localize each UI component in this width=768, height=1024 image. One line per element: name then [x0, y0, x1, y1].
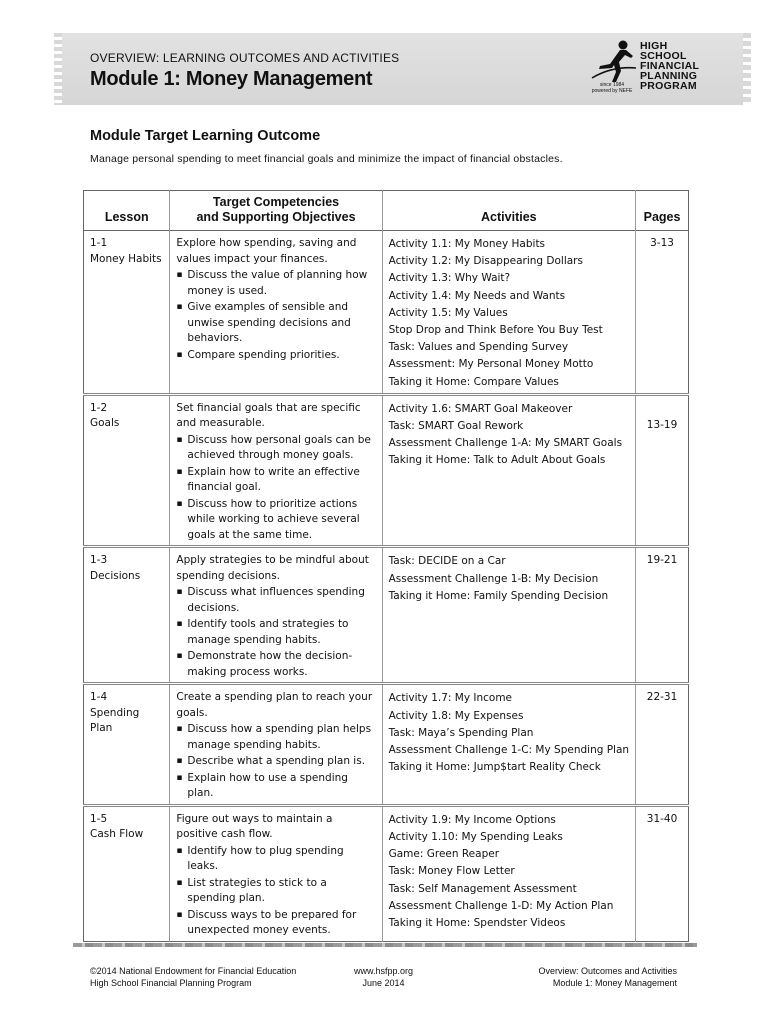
objectives-list	[176, 585, 375, 680]
activity-item: Stop Drop and Think Before You Buy Test	[388, 324, 603, 337]
lesson-cell	[84, 547, 170, 684]
competency-intro: Figure out ways to maintain a positive cash flow.	[176, 812, 333, 841]
lesson-number: 1-5	[90, 812, 108, 825]
competencies-cell	[170, 547, 382, 684]
objective-item: ▪ Discuss how to prioritize actions while working to achieve several goals at the same time.	[176, 497, 375, 544]
activity-item: Activity 1.5: My Values	[388, 306, 508, 319]
lessons-table	[83, 190, 689, 942]
outcome-heading: Module Target Learning Outcome	[90, 128, 321, 144]
header-subtitle: OVERVIEW: LEARNING OUTCOMES AND ACTIVITIES	[90, 51, 400, 65]
runner-icon	[586, 38, 640, 84]
header-lesson: Lesson	[104, 210, 149, 224]
objective-item: ▪ List strategies to stick to a spending plan.	[176, 876, 375, 907]
lesson-cell	[84, 394, 170, 547]
activity-item: Task: Values and Spending Survey	[388, 341, 569, 354]
activity-item: Task: Self Management Assessment	[388, 882, 577, 895]
logo-text: HIGH SCHOOL FINANCIAL PLANNING PROGRAM	[640, 40, 700, 92]
activity-item: Activity 1.6: SMART Goal Makeover	[388, 402, 573, 415]
activities-cell	[382, 547, 635, 684]
page-title: Module 1: Money Management	[90, 68, 373, 90]
lesson-number: 1-2	[90, 401, 108, 414]
activity-item: Assessment: My Personal Money Motto	[388, 358, 594, 371]
activity-item: Taking it Home: Talk to Adult About Goals	[388, 454, 606, 467]
header-pages: Pages	[636, 191, 689, 231]
footer-rule	[73, 943, 697, 947]
activity-item: Taking it Home: Compare Values	[388, 375, 559, 388]
lesson-cell	[84, 231, 170, 395]
objective-item: ▪ Identify tools and strategies to manage spending habits.	[176, 617, 375, 648]
activity-item: Activity 1.3: Why Wait?	[388, 272, 511, 285]
activities-cell	[382, 394, 635, 547]
lesson-number: 1-3	[90, 554, 108, 567]
activity-item: Game: Green Reaper	[388, 848, 500, 861]
table-header-row	[84, 191, 689, 231]
activity-item: Activity 1.8: My Expenses	[388, 709, 524, 722]
objective-item: ▪ Discuss the value of planning how money is used.	[176, 268, 375, 299]
competency-intro: Create a spending plan to reach your goals.	[176, 691, 373, 719]
pages-cell: 22-31	[636, 684, 689, 806]
objective-item: ▪ Discuss ways to be prepared for unexpected money events.	[176, 908, 375, 939]
activity-item: Activity 1.10: My Spending Leaks	[388, 831, 563, 844]
objective-item: ▪ Explain how to use a spending plan.	[176, 771, 375, 802]
objective-item: ▪ Give examples of sensible and unwise spending decisions and behaviors.	[176, 300, 375, 347]
hsfpp-logo	[586, 38, 726, 98]
activity-item: Activity 1.2: My Disappearing Dollars	[388, 255, 583, 268]
lesson-name: Cash Flow	[90, 828, 144, 841]
objectives-list	[176, 433, 375, 544]
competencies-cell	[170, 805, 382, 941]
table-row	[84, 684, 689, 806]
footer-section: Overview: Outcomes and Activities Module 1: Money Management	[538, 966, 677, 988]
footer-website: www.hsfpp.org June 2014	[354, 966, 414, 988]
pages-cell: 31-40	[636, 805, 689, 941]
objective-item: ▪ Demonstrate how the decision-making process works.	[176, 649, 375, 680]
table-row	[84, 231, 689, 395]
competency-intro: Apply strategies to be mindful about spending decisions.	[176, 554, 369, 582]
header-activities: Activities	[382, 191, 635, 231]
pages-cell: 19-21	[636, 547, 689, 684]
activity-item: Task: SMART Goal Rework	[388, 420, 524, 433]
objective-item: ▪ Describe what a spending plan is.	[176, 754, 375, 770]
lesson-name: Spending Plan	[90, 706, 140, 735]
activity-item: Activity 1.1: My Money Habits	[388, 238, 546, 250]
activity-item: Taking it Home: Spendster Videos	[388, 917, 566, 930]
lesson-number: 1-1	[90, 237, 108, 249]
outcome-text: Manage personal spending to meet financial goals and minimize the impact of financial obstacles.	[90, 153, 563, 165]
activities-cell	[382, 805, 635, 941]
competency-intro: Explore how spending, saving and values impact your finances.	[176, 237, 357, 265]
table-row	[84, 547, 689, 684]
activity-item: Assessment Challenge 1-A: My SMART Goals	[388, 437, 623, 450]
logo-tagline: since 1984 powered by NEFE	[591, 82, 633, 94]
objectives-list	[176, 722, 375, 802]
table-row	[84, 394, 689, 547]
objective-item: ▪ Identify how to plug spending leaks.	[176, 844, 375, 875]
objective-item: ▪ Discuss how a spending plan helps manage spending habits.	[176, 722, 375, 753]
pages-cell: 13-19	[636, 394, 689, 547]
header-competencies: Target Competencies and Supporting Objectives	[170, 191, 382, 231]
activity-item: Activity 1.9: My Income Options	[388, 813, 556, 826]
objective-item: ▪ Discuss what influences spending decisions.	[176, 585, 375, 616]
activity-item: Assessment Challenge 1-D: My Action Plan	[388, 899, 614, 912]
activities-cell	[382, 684, 635, 806]
pages-cell: 3-13	[636, 231, 689, 395]
activity-item: Activity 1.4: My Needs and Wants	[388, 289, 566, 302]
lesson-cell	[84, 684, 170, 806]
activity-item: Task: Maya’s Spending Plan	[388, 726, 534, 739]
competencies-cell	[170, 394, 382, 547]
activity-item: Activity 1.7: My Income	[388, 692, 513, 705]
objectives-list	[176, 844, 375, 939]
lesson-name: Money Habits	[90, 252, 162, 265]
activity-item: Assessment Challenge 1-B: My Decision	[388, 572, 599, 585]
objective-item: ▪ Explain how to write an effective financial goal.	[176, 465, 375, 496]
footer-copyright: ©2014 National Endowment for Financial Education High School Financial Planning Program	[90, 966, 297, 988]
activities-cell	[382, 231, 635, 395]
objectives-list	[176, 268, 375, 363]
activity-item: Taking it Home: Family Spending Decision	[388, 589, 609, 602]
activity-item: Assessment Challenge 1-C: My Spending Plan	[388, 743, 630, 756]
lesson-name: Decisions	[90, 569, 141, 582]
activity-item: Taking it Home: Jump$tart Reality Check	[388, 761, 601, 774]
competencies-cell	[170, 231, 382, 395]
activity-item: Task: DECIDE on a Car	[388, 555, 506, 568]
lesson-cell	[84, 805, 170, 941]
table-row	[84, 805, 689, 941]
competency-intro: Set financial goals that are specific and measurable.	[176, 401, 361, 430]
competencies-cell	[170, 684, 382, 806]
activity-item: Task: Money Flow Letter	[388, 865, 515, 878]
lesson-name: Goals	[90, 417, 120, 430]
objective-item: ▪ Compare spending priorities.	[176, 348, 375, 364]
objective-item: ▪ Discuss how personal goals can be achieved through money goals.	[176, 433, 375, 464]
lesson-number: 1-4	[90, 691, 108, 704]
